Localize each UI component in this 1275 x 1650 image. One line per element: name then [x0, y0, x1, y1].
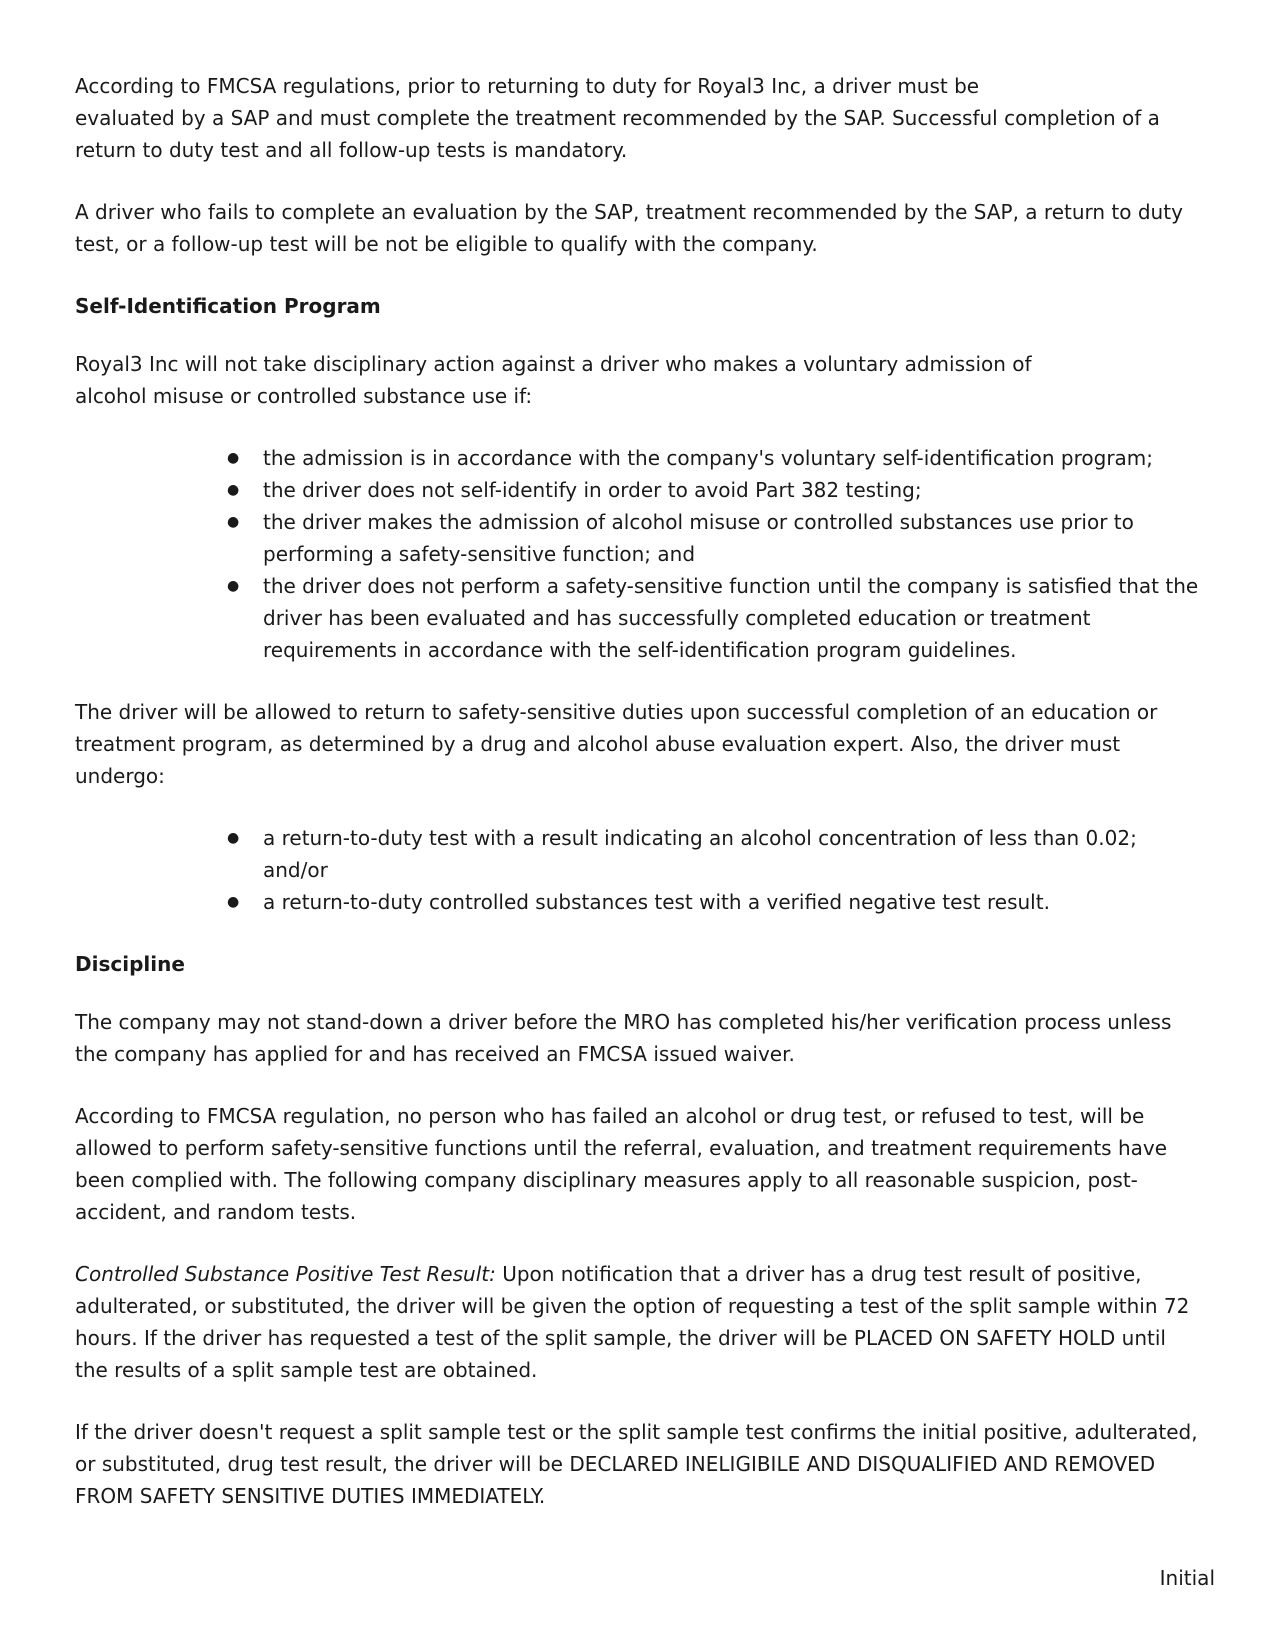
heading-discipline: Discipline	[75, 952, 185, 976]
list-item	[227, 442, 1200, 474]
list-item-text: a return-to-duty test with a result indicating an alcohol concentration of less than 0.02; and/or	[263, 826, 1137, 882]
return-to-duty-tests-list	[75, 822, 1200, 918]
list-item-text: the admission is in accordance with the company's voluntary self-identification program;	[263, 446, 1154, 470]
paragraph-text: alcohol misuse or controlled substance use if:	[75, 384, 533, 408]
list-item-text: the driver does not self-identify in order to avoid Part 382 testing;	[263, 478, 922, 502]
paragraph-split-sample-outcome: If the driver doesn't request a split sample test or the split sample test confirms the initial positive, adulterated, or substituted, drug test result, the driver will be DECLARED INELIGIBILE AND DISQUALIFIED AND REMOVED FROM SAFETY SENSITIVE DUTIES IMMEDIATELY.	[75, 1420, 1198, 1508]
paragraph-text: evaluated by a SAP and must complete the treatment recommended by the SAP. Successful completion of a return to duty test and all follow-up tests is mandatory.	[75, 106, 1160, 162]
self-identification-conditions-list	[75, 442, 1200, 666]
paragraph-return-to-duty-requirements	[75, 70, 1200, 166]
paragraph-stand-down: The company may not stand-down a driver before the MRO has completed his/her verification process unless the company has applied for and has received an FMCSA issued waiver.	[75, 1010, 1172, 1066]
paragraph-controlled-substance-positive	[75, 1258, 1200, 1386]
paragraph-fmcsa-regulation: According to FMCSA regulation, no person who has failed an alcohol or drug test, or refused to test, will be allowed to perform safety-sensitive functions until the referral, evaluation, and treatment requirements have been complied with. The following company disciplinary measures apply to all reasonable suspicion, post-accident, and random tests.	[75, 1104, 1168, 1224]
paragraph-self-identification-intro	[75, 348, 1200, 412]
heading-self-identification: Self-Identification Program	[75, 294, 381, 318]
paragraph-text: Upon notification that a driver has a drug test result of positive, adulterated, or substituted, the driver will be given the option of requesting a test of the split sample within 72 hours. If the driver has requested a test of the split sample, the driver will be PLACED ON SAFETY HOLD until the results of a split sample test are obtained.	[75, 1262, 1190, 1382]
paragraph-line: Royal3 Inc will not take disciplinary action against a driver who makes a voluntary admission of	[75, 352, 1032, 376]
bullet-icon: ●	[227, 894, 240, 910]
bullet-icon: ●	[227, 830, 240, 846]
paragraph-ineligibility: A driver who fails to complete an evaluation by the SAP, treatment recommended by the SAP, a return to duty test, or a follow-up test will be not be eligible to qualify with the company.	[75, 200, 1183, 256]
list-item	[227, 822, 1200, 886]
list-item-text: a return-to-duty controlled substances test with a verified negative test result.	[263, 890, 1050, 914]
bullet-icon: ●	[227, 450, 240, 466]
paragraph-label: Controlled Substance Positive Test Result:	[75, 1262, 496, 1286]
initial-label: Initial	[1159, 1566, 1215, 1590]
bullet-icon: ●	[227, 514, 240, 530]
list-item-text: the driver makes the admission of alcohol misuse or controlled substances use prior to performing a safety-sensitive function; and	[263, 510, 1134, 566]
list-item	[227, 570, 1200, 666]
list-item	[227, 506, 1200, 570]
list-item	[227, 886, 1200, 918]
paragraph-return-to-safety-duties: The driver will be allowed to return to safety-sensitive duties upon successful completion of an education or treatment program, as determined by a drug and alcohol abuse evaluation expert. Also, the driver must undergo:	[75, 700, 1158, 788]
list-item	[227, 474, 1200, 506]
paragraph-line: According to FMCSA regulations, prior to returning to duty for Royal3 Inc, a driver must be	[75, 74, 980, 98]
document-page	[75, 70, 1200, 1542]
bullet-icon: ●	[227, 482, 240, 498]
list-item-text: the driver does not perform a safety-sensitive function until the company is satisfied that the driver has been evaluated and has successfully completed education or treatment requirements in accordance with the self-identification program guidelines.	[263, 574, 1199, 662]
bullet-icon: ●	[227, 578, 240, 594]
